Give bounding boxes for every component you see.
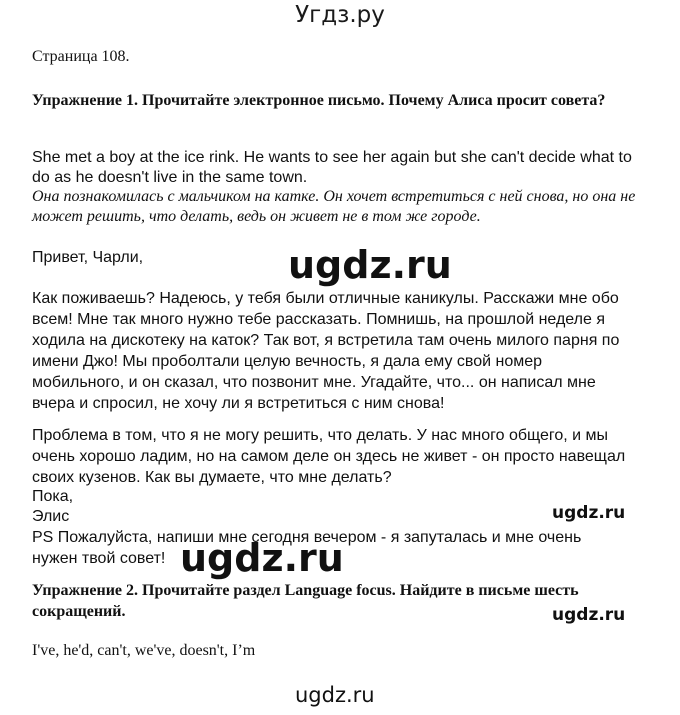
letter-greeting: Привет, Чарли,: [32, 249, 144, 266]
letter-signature: Элис: [32, 508, 70, 525]
exercise-1-heading: Упражнение 1. Прочитайте электронное письмо. Почему Алиса просит совета?: [32, 92, 606, 109]
watermark-small-2: ugdz.ru: [552, 605, 626, 625]
letter-paragraph-2: Проблема в том, что я не могу решить, что делать. У нас много общего, и мы очень хорошо ладим, но на самом деле он здесь не живет - он просто навещал своих кузенов. Как вы думаете, что мне делать?: [32, 427, 626, 486]
exercise-2-heading: Упражнение 2. Прочитайте раздел Language focus. Найдите в письме шесть сокращений.: [32, 582, 579, 620]
watermark-footer: ugdz.ru: [295, 683, 375, 707]
letter-paragraph-1: Как поживаешь? Надеюсь, у тебя были отличные каникулы. Расскажи мне обо всем! Мне так много нужно тебе рассказать. Помнишь, на прошлой неделе я ходила на дискотеку на каток? Так вот, я встретила там очень милого парня по имени Джо! Мы проболтали целую вечность, я дала ему свой номер мобильного, и он сказал, что позвонит мне. Угадайте, что... он написал мне вчера и спросил, не хочу ли я встретиться с ним снова!: [32, 290, 620, 412]
site-header-title: Угдз.ру: [295, 2, 385, 28]
watermark-large-2: ugdz.ru: [180, 536, 344, 580]
page-number: Страница 108.: [32, 48, 130, 65]
watermark-small-1: ugdz.ru: [552, 503, 626, 523]
exercise-1-english-answer: She met a boy at the ice rink. He wants to see her again but she can't decide what to do as he doesn't live in the same town.: [32, 149, 632, 186]
letter-ps: PS Пожалуйста, напиши мне сегодня вечером - я запуталась и мне очень нужен твой совет!: [32, 529, 582, 567]
letter-closing: Пока,: [32, 488, 74, 505]
exercise-1-russian-translation: Она познакомилась с мальчиком на катке. Он хочет встретиться с ней снова, но она не может решить, что делать, ведь он живет не в том же городе.: [32, 188, 636, 225]
exercise-2-answer: I've, he'd, can't, we've, doesn't, I’m: [32, 642, 256, 659]
watermark-large-1: ugdz.ru: [288, 243, 452, 287]
